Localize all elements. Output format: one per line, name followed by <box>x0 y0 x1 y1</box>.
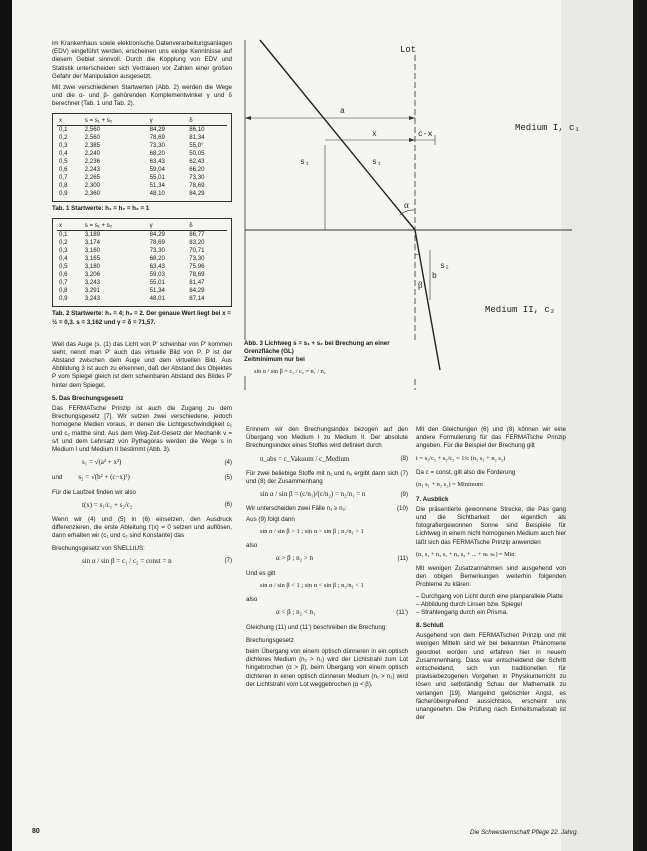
figure-caption-equation: sin α / sin β = c₁ / c₂ = n₁ / n₂ <box>254 367 326 375</box>
table-cell: 63,43 <box>149 263 165 271</box>
table-cell: 0,5 <box>59 157 68 165</box>
table-cell: 0,8 <box>59 287 68 295</box>
table-cell: 87,14 <box>189 295 205 303</box>
table-2-header: x <box>57 222 83 231</box>
table-cell: 81,47 <box>189 279 205 287</box>
table-cell: 0,1 <box>59 125 68 133</box>
table-cell: 78,69 <box>189 271 205 279</box>
table-cell: 73,30 <box>149 141 165 149</box>
table-cell: 78,69 <box>189 181 205 189</box>
mid-paragraph-2: Für zwei beliebige Stoffe mit n₁ und n₂ ergibt dann sich (7) und (8) der Zusammenhang <box>246 469 408 485</box>
right-paragraph-1: Mit den Gleichungen (6) und (8) können wir eine andere Formulierung für das FERMATsche Prinzip angeben. Für die Beispiel der Brechung gilt <box>416 426 566 450</box>
section-7-heading: 7. Ausblick <box>416 495 449 503</box>
table-row <box>57 263 227 271</box>
figure-caption-line-2: Zeitminimum nur bei <box>244 356 305 364</box>
alpha-label: α <box>404 200 409 210</box>
table-cell: 3,243 <box>84 295 100 303</box>
table-cell: 84,29 <box>189 287 205 295</box>
equation-5 <box>52 473 232 482</box>
table-row <box>57 247 227 255</box>
table-cell: 0,3 <box>59 247 68 255</box>
table-1-header: δ <box>187 117 227 126</box>
table-cell: 3,206 <box>84 271 100 279</box>
list-item: – Strahlengang durch ein Prisma. <box>416 608 508 616</box>
cases-line <box>246 505 408 513</box>
equation-6-body: t(x) = s₁/c₁ + s₂/c₂ <box>82 500 133 509</box>
table-row <box>57 182 227 190</box>
equation-10 <box>246 528 408 536</box>
table-row <box>57 125 227 134</box>
equation-5-prefix: und <box>52 474 63 482</box>
table-cell: 51,34 <box>149 181 165 189</box>
equation-4-number: (4) <box>224 458 232 466</box>
right-equation-3 <box>416 551 566 559</box>
table-cell: 0,7 <box>59 279 68 287</box>
equation-11b-number: (11') <box>396 609 408 616</box>
table-cell: 86,77 <box>189 231 205 239</box>
equation-10b-body: sin α / sin β < 1 ; sin α < sin β ; n₂/n₁ < 1 <box>260 581 364 589</box>
right-paragraph-5: Ausgehend von dem FERMATschen Prinzip und mit wenigen Mitteln sind wir bei bekannten Phänomene geordnet worden und erfahren hier in neuem Zusammenhang. Dass war entscheidend der Schritt entscheidend, sich von traditionellen für pravisiebezogenen Vorgehen in Physikunterricht zu lösen und selbständig Schau der Mathematik zu verlangen [19]. Mangelnd gelöschter Angst, es fächerübergreifend aussichtslos, erscheint uns unangenehm. Die Prüfung nach Einheitsmaßstab ist der <box>416 632 566 722</box>
table-cell: 0,9 <box>59 295 68 303</box>
table-cell: 66,20 <box>189 165 205 173</box>
table-cell: 2,243 <box>84 165 100 173</box>
table-cell: 68,20 <box>149 149 165 157</box>
table-row <box>57 279 227 287</box>
lot-label: Lot <box>400 45 417 55</box>
table-cell: 68,20 <box>149 255 165 263</box>
table-row <box>57 295 227 303</box>
table-cell: 0,3 <box>59 141 68 149</box>
table-cell: 48,01 <box>149 295 165 303</box>
table-row <box>57 166 227 174</box>
mid-paragraph-1: Erinnern wir den Brechungsindex bezogen auf den Übergang von Medium I zu Medium II. Der absolute Brechungsindex eines Stoffes wird definiert durch <box>246 426 408 450</box>
equation-11b <box>246 608 408 617</box>
equation-11 <box>246 554 408 563</box>
incident-ray <box>260 40 415 230</box>
table-cell: 0,8 <box>59 181 68 189</box>
table-row <box>57 158 227 166</box>
table-cell: 84,29 <box>189 189 205 197</box>
table-1-caption: Tab. 1 Startwerte: h₁ = h₂ = h₃ = 1 <box>52 204 150 212</box>
table-cell: 81,34 <box>189 133 205 141</box>
table-1-header: s = s₁ + s₂ <box>83 117 148 126</box>
table-cell: 70,71 <box>189 247 205 255</box>
table-cell: 0,9 <box>59 189 68 197</box>
table-cell: 84,29 <box>149 231 165 239</box>
table-cell: 3,174 <box>84 239 100 247</box>
table-cell: 0,4 <box>59 149 68 157</box>
equation-6-number: (6) <box>224 501 232 509</box>
table-row <box>57 271 227 279</box>
figure-3-caption <box>244 340 424 376</box>
table-cell: 73,30 <box>189 173 205 181</box>
right-equation-1 <box>416 455 566 463</box>
table-cell: 2,265 <box>84 173 100 181</box>
table-1-header: γ <box>148 117 188 126</box>
equation-10b <box>246 582 408 590</box>
table-cell: 0,2 <box>59 133 68 141</box>
right-paragraph-3: Die präsentierte gewonnene Strecke, die Pas gang und die Sichtbarkeit der eigentlich als fotografiergewonnen Sonne sind Beispiele für Lichtweg in einem nicht homogenen Medium auch hier läßt sich das FERMATsche Prinzip anwenden <box>416 505 566 546</box>
s1-label-2: s₁ <box>372 158 382 167</box>
equation-6 <box>52 501 232 510</box>
table-row <box>57 150 227 158</box>
beta-label: β <box>418 280 423 290</box>
time-intro: Für die Laufzeit finden wir also <box>52 488 136 496</box>
equation-5-body: s₂ = √(b² + (c−x)²) <box>78 473 130 482</box>
equation-9-body: sin α / sin β = (c/n₁)/(c/n₂) = n₂/n₁ = n <box>260 490 366 499</box>
equation-9 <box>246 490 408 499</box>
dim-x-label: x <box>372 130 377 139</box>
s1-label: s₁ <box>300 158 310 167</box>
equation-7-number: (7) <box>224 557 232 565</box>
table-cell: 3,189 <box>84 231 100 239</box>
table-cell: 86,10 <box>189 125 205 133</box>
table-1-header: x <box>57 117 83 126</box>
dim-cx-label: c-x <box>418 130 433 139</box>
table-row <box>57 287 227 295</box>
equation-8-number: (8) <box>400 455 408 463</box>
table-cell: 75,96 <box>189 263 205 271</box>
table-cell: 50,05 <box>189 149 205 157</box>
table-row <box>57 190 227 198</box>
table-cell: 3,291 <box>84 287 100 295</box>
page-number: 80 <box>32 828 40 835</box>
equation-5-number: (5) <box>224 473 232 481</box>
right-equation-2 <box>416 481 566 489</box>
section-5-text: Das FERMATsche Prinzip ist auch die Zugang zu dem Brechungsgesetz [7]. Wir setzen zwei verschiedene, jedoch homogene Medien voraus, in denen die Lichtgeschwindigkeit c₁ und c₂ matthe sind. Aus dem Weg-Zeit-Gesetz der Mechanik v = s/t und dem Lehrsatz von Pythagoras werden die Wege s in Medium I und Medium II bestimmt (Abb. 3). <box>52 405 232 453</box>
table-cell: 78,69 <box>149 239 165 247</box>
right-paragraph-2: Da c = const, gilt also die Forderung <box>416 469 516 477</box>
derivation-text: Wenn wir (4) und (5) in (6) einsetzen, den Ausdruck differenzieren, die erste Ableitung t'(x) = 0 setzen und auflösen, dann erhalten wir (c₁ und c₂ sind Konstante) das <box>52 516 232 540</box>
equation-9-number: (9) <box>400 490 408 498</box>
table-1 <box>52 113 232 202</box>
mid-paragraph-6: beim Übergang von einem optisch dünneren in ein optisch dichteres Medium (n₂ > n₁) wird der Lichtstrahl zum Lot hingebrochen (α > β), beim Übergang von einem optisch dichteren in einen optisch dünneren Medium (n₁ > n₂) wird der Lichtstrahl vom Lot weggebrochen (α < β). <box>246 648 408 688</box>
table-cell: 84,29 <box>149 125 165 133</box>
table-2-caption: Tab. 2 Startwerte: h₁ = 4; h₂ = 2. Der genaue Wert liegt bei x = ½ = 0,3. s = 3,162 und γ = δ = 71,57. <box>52 310 231 326</box>
equation-4 <box>52 458 232 467</box>
table-cell: 78,69 <box>149 133 165 141</box>
medium-1-label: Medium I, c₁ <box>515 123 580 133</box>
equation-10-number: (10) <box>396 505 408 513</box>
journal-footer: Die Schwesternschaft Pflege 22. Jahrg. <box>470 829 579 836</box>
table-2-header: δ <box>187 222 227 231</box>
equation-11-body: α > β ; n₂ > n <box>276 554 314 563</box>
equation-11b-body: α < β ; n₂ < n₁ <box>276 608 316 617</box>
table-cell: 0,6 <box>59 165 68 173</box>
table-cell: 59,03 <box>149 271 165 279</box>
mid-paragraph-6-title: Brechungsgesetz <box>246 636 294 644</box>
after-table-paragraph: Weil das Auge (s. (1) das Licht von P' scheinbar von P' kommen sieht, nennt man P' auch das virtuelle Bild von P. P ist der Abstand zwischen dem Auge und dem virtuellen Bild. Aus Abbildung 3 ist auch zu erkennen, daß der Abstand des Objektes P vom Spiegel gleich ist dem scheinbaren Abstand des Bildes P' hinter dem Spiegel. <box>52 340 232 389</box>
left-column <box>52 40 232 572</box>
s2-label: s₂ <box>440 262 450 271</box>
table-cell: 0,7 <box>59 173 68 181</box>
table-cell: 83,20 <box>189 239 205 247</box>
equation-4-body: s₁ = √(a² + x²) <box>82 458 122 467</box>
also-2: also <box>246 596 258 604</box>
section-8-heading: 8. Schluß <box>416 622 444 630</box>
table-cell: 0,2 <box>59 239 68 247</box>
also-1: also <box>246 542 258 550</box>
mid-paragraph-5: Gleichung (11) und (11') beschreiben die Brechung: <box>246 623 387 631</box>
table-2 <box>52 218 232 307</box>
table-cell: 55,01 <box>149 173 165 181</box>
middle-column <box>246 426 408 692</box>
table-cell: 0,4 <box>59 255 68 263</box>
right-equation-1-body: t = s₁/c₁ + s₂/c₂ = 1/c (n₁ s₁ + n₂ s₂) <box>416 454 506 462</box>
table-cell: 0,6 <box>59 271 68 279</box>
table-cell: 51,34 <box>149 287 165 295</box>
table-cell: 0,1 <box>59 231 68 239</box>
table-cell: 0,5 <box>59 263 68 271</box>
equation-7 <box>52 557 232 566</box>
table-row <box>57 142 227 150</box>
table-cell: 73,30 <box>149 247 165 255</box>
right-column <box>416 426 566 725</box>
table-cell: 3,180 <box>84 263 100 271</box>
table-cell: 59,04 <box>149 165 165 173</box>
list-item: – Abbildung durch Linsen bzw. Spiegel <box>416 600 522 608</box>
right-equation-2-body: (n₁ s₁ + n₂ s₂) = Minimum <box>416 481 483 489</box>
table-cell: 2,236 <box>84 157 100 165</box>
table-2-header: s = s₁ + s₂ <box>83 222 148 231</box>
figure-caption-line-1: Abb. 3 Lichtweg s = s₁ + s₂ bei Brechung an einer Grenzfläche (GL) <box>244 340 390 356</box>
table-2-header: γ <box>148 222 188 231</box>
table-cell: 73,30 <box>189 255 205 263</box>
equation-8 <box>246 455 408 464</box>
table-row <box>57 239 227 247</box>
table-cell: 2,560 <box>84 125 100 133</box>
table-cell: 2,240 <box>84 149 100 157</box>
equation-8-body: n_abs = c_Vakuum / c_Medium <box>260 454 350 463</box>
dim-a-label: a <box>340 107 345 116</box>
table-row <box>57 134 227 142</box>
list-item: – Durchgang von Licht durch eine planparallele Platte <box>416 592 563 600</box>
b-label: b <box>432 272 437 281</box>
table-cell: 55,0° <box>189 141 204 149</box>
table-cell: 3,160 <box>84 247 100 255</box>
section-5-heading: 5. Das Brechungsgesetz <box>52 394 124 402</box>
table-cell: 3,165 <box>84 255 100 263</box>
table-cell: 2,385 <box>84 141 100 149</box>
right-equation-3-body: (n₁ s₁ + n₂ s₂ + n₃ s₃ + ... + nₖ sₖ) = Min. <box>416 550 516 558</box>
mid-paragraph-3: Wir unterscheiden zwei Fälle n₁ ≥ n₂: <box>246 505 347 513</box>
table-row <box>57 231 227 240</box>
page-gutter-shadow <box>633 0 647 851</box>
und-es-gilt: Und es gilt <box>246 569 276 577</box>
table-cell: 2,300 <box>84 181 100 189</box>
table-row <box>57 174 227 182</box>
mid-paragraph-4: Aus (9) folgt dann <box>246 515 295 523</box>
snellius-label: Brechungsgesetz von SNELLIUS: <box>52 544 145 552</box>
intro-paragraph-1: im Krankenhaus sowie elektronische Datenverarbeitungsanlagen (EDV) eingeführt werden, erscheinen uns einige Kenntnisse auf diesem Gebiet sinnvoll. Durch die Kopplung von EDV und Statistik unterscheiden sich Vertrauen vor Zahlen einer großen Gefahr der Manipulation ausgesetzt. <box>52 40 232 80</box>
medium-2-label: Medium II, c₂ <box>485 305 556 315</box>
equation-7-body: sin α / sin β = c₁ / c₂ = const = n <box>82 556 172 565</box>
right-paragraph-4: Mit wenigen Zusatzannahmen sind ausgehend von den obigen Bemerkungen weiterhin folgenden Probleme zu klären: <box>416 564 566 589</box>
intro-paragraph-2: Mit zwei verschiedenen Startwerten (Abb. 2) werden die Wege und die α- und β- gehörenden Komplementwinkel γ und δ berechnet (Tab. 1 und Tab. 2). <box>52 83 232 108</box>
table-cell: 62,43 <box>189 157 205 165</box>
equation-10-body: sin α / sin β > 1 ; sin α > sin β ; n₂/n₁ > 1 <box>260 527 364 535</box>
table-cell: 63,43 <box>149 157 165 165</box>
binder-shadow <box>0 0 12 851</box>
table-row <box>57 255 227 263</box>
table-cell: 48,10 <box>149 189 165 197</box>
table-cell: 3,243 <box>84 279 100 287</box>
table-cell: 2,360 <box>84 189 100 197</box>
table-cell: 55,01 <box>149 279 165 287</box>
equation-11-number: (11) <box>397 554 408 562</box>
table-cell: 2,560 <box>84 133 100 141</box>
